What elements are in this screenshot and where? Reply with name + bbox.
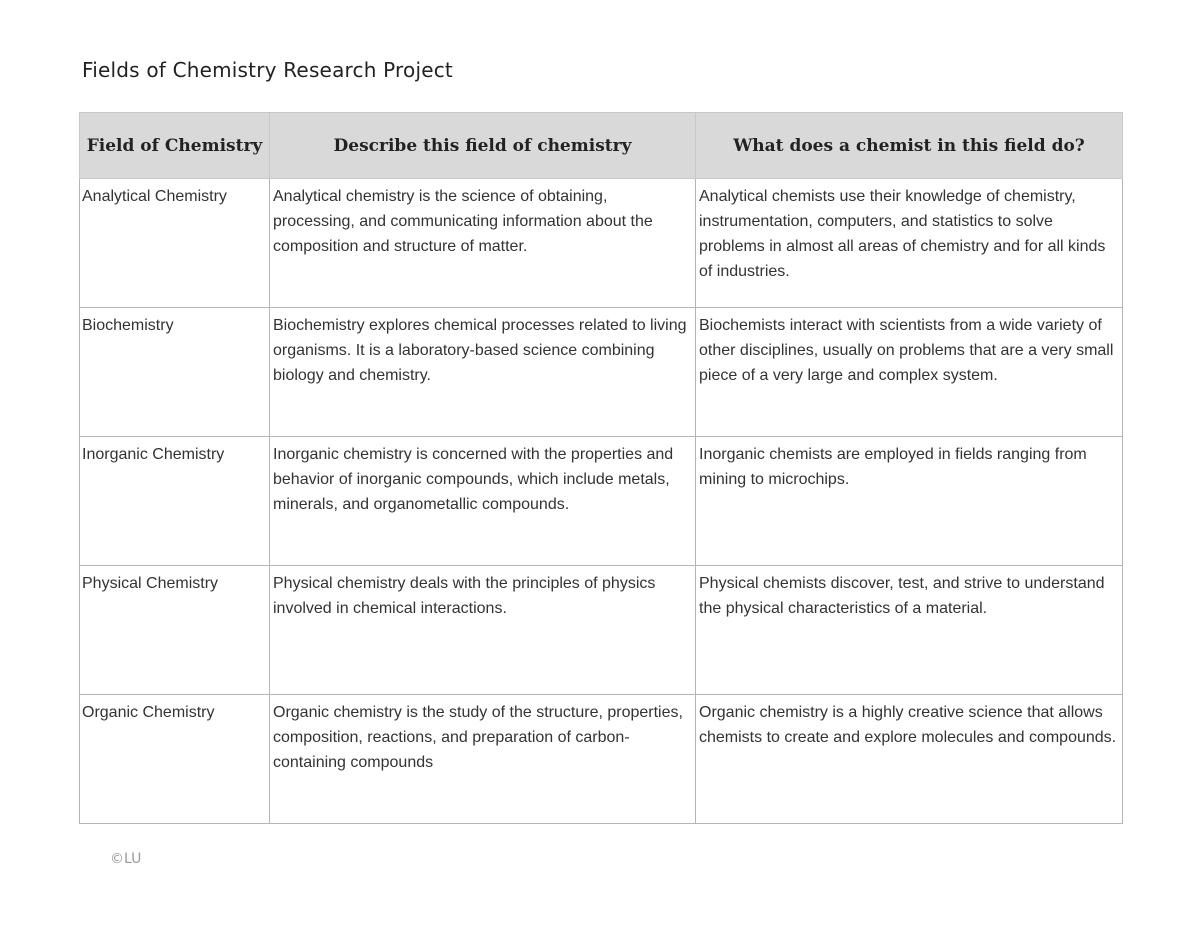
copyright-notice: ©LU — [110, 851, 142, 867]
header-role: What does a chemist in this field do? — [696, 113, 1123, 179]
role-cell: Organic chemistry is a highly creative science that allows chemists to create and explore molecules and compounds. — [696, 695, 1123, 824]
description-cell: Organic chemistry is the study of the structure, properties, composition, reactions, and preparation of carbon-containing compounds — [270, 695, 696, 824]
header-field: Field of Chemistry — [80, 113, 270, 179]
field-cell: Biochemistry — [80, 308, 270, 437]
field-cell: Analytical Chemistry — [80, 179, 270, 308]
table-row — [80, 308, 1123, 437]
role-cell: Analytical chemists use their knowledge of chemistry, instrumentation, computers, and statistics to solve problems in almost all areas of chemistry and for all kinds of industries. — [696, 179, 1123, 308]
field-cell: Physical Chemistry — [80, 566, 270, 695]
role-cell: Physical chemists discover, test, and strive to understand the physical characteristics of a material. — [696, 566, 1123, 695]
description-cell: Analytical chemistry is the science of obtaining, processing, and communicating information about the composition and structure of matter. — [270, 179, 696, 308]
page-title: Fields of Chemistry Research Project — [82, 58, 453, 82]
description-cell: Physical chemistry deals with the principles of physics involved in chemical interactions. — [270, 566, 696, 695]
table-row — [80, 566, 1123, 695]
header-description: Describe this field of chemistry — [270, 113, 696, 179]
description-cell: Biochemistry explores chemical processes related to living organisms. It is a laboratory-based science combining biology and chemistry. — [270, 308, 696, 437]
role-cell: Biochemists interact with scientists from a wide variety of other disciplines, usually on problems that are a very small piece of a very large and complex system. — [696, 308, 1123, 437]
table-row — [80, 437, 1123, 566]
field-cell: Inorganic Chemistry — [80, 437, 270, 566]
field-cell: Organic Chemistry — [80, 695, 270, 824]
chemistry-fields-table — [79, 112, 1123, 824]
role-cell: Inorganic chemists are employed in fields ranging from mining to microchips. — [696, 437, 1123, 566]
table-row — [80, 179, 1123, 308]
description-cell: Inorganic chemistry is concerned with the properties and behavior of inorganic compounds, which include metals, minerals, and organometallic compounds. — [270, 437, 696, 566]
table-header-row — [80, 113, 1123, 179]
table-row — [80, 695, 1123, 824]
